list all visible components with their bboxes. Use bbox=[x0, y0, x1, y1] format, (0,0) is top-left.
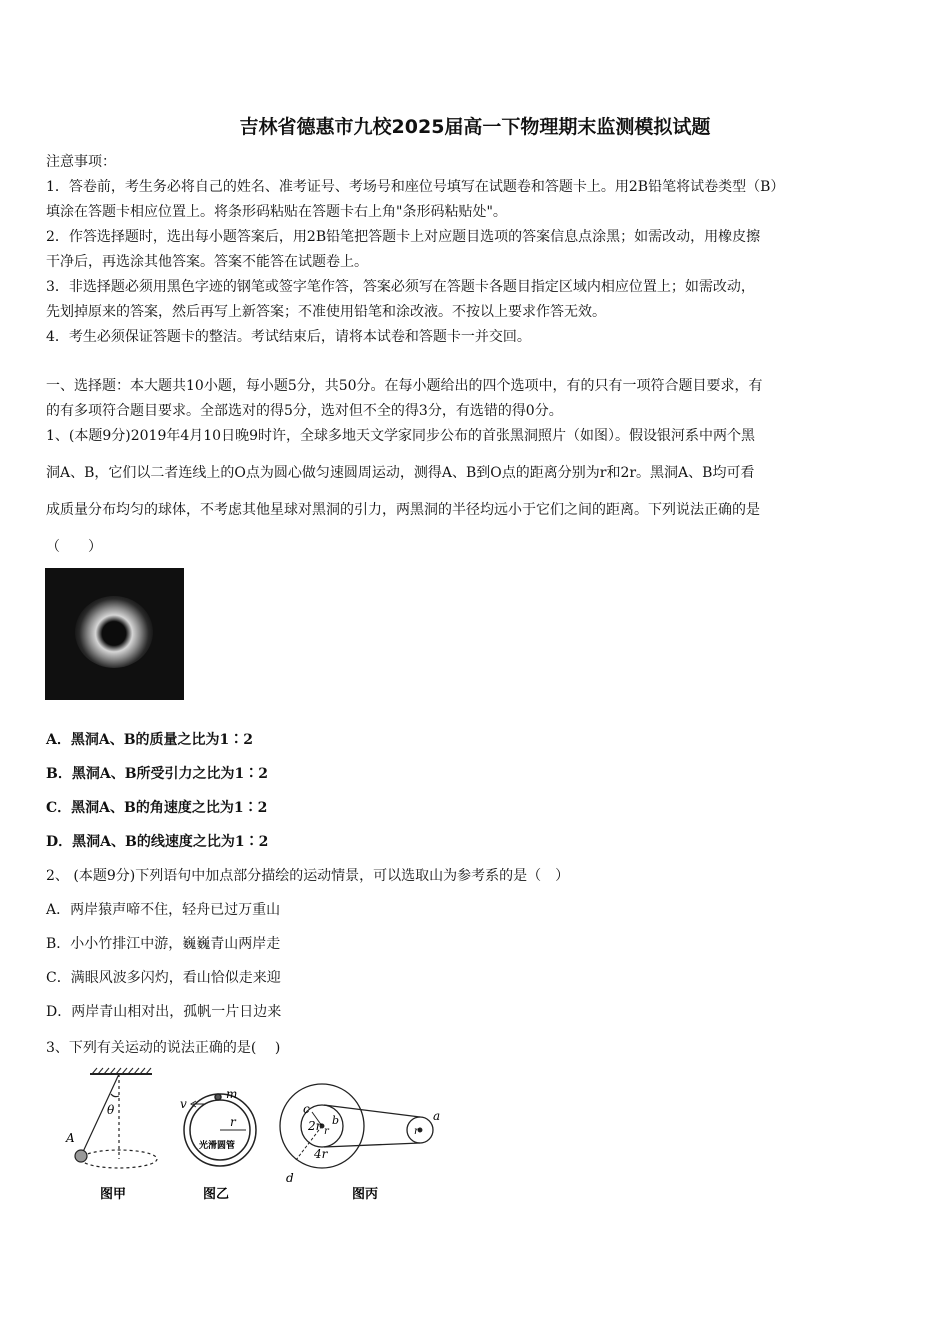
radius-2r-label: 2r bbox=[308, 1119, 322, 1133]
figure-yi-caption: 图乙 bbox=[203, 1187, 230, 1202]
inner-radius-label: r bbox=[324, 1126, 329, 1137]
black-hole-ring bbox=[75, 596, 153, 668]
q2-option-b: B．小小竹排江中游，巍巍青山两岸走 bbox=[46, 936, 281, 952]
section-instructions-cont: 的有多项符合题目要求。全部选对的得5分，选对但不全的得3分，有选错的得0分。 bbox=[46, 403, 563, 419]
belt-bottom bbox=[324, 1143, 420, 1147]
notice-item-2-cont: 干净后，再选涂其他答案。答案不能答在试题卷上。 bbox=[46, 254, 368, 270]
radius-label: r bbox=[230, 1115, 236, 1129]
notice-item-1: 1．答卷前，考生务必将自己的姓名、准考证号、考场号和座位号填写在试题卷和答题卡上。用2B铅笔将试卷类型（B） bbox=[46, 179, 785, 195]
q1-option-a: A．黑洞A、B的质量之比为1∶2 bbox=[46, 732, 254, 748]
small-wheel-radius-label: r bbox=[414, 1126, 419, 1137]
q2-stem: 2、 (本题9分)下列语句中加点部分描绘的运动情景，可以选取山为参考系的是（ ） bbox=[46, 868, 570, 884]
notice-item-3-cont: 先划掉原来的答案，然后再写上新答案；不准使用铅笔和涂改液。不按以上要求作答无效。 bbox=[46, 304, 606, 320]
q3-stem: 3、下列有关运动的说法正确的是( ) bbox=[46, 1040, 281, 1056]
q2-option-d: D．两岸青山相对出，孤帆一片日边来 bbox=[46, 1004, 282, 1020]
bob-label-a: A bbox=[66, 1131, 75, 1145]
figure-yi bbox=[184, 1094, 256, 1166]
figure-bing-caption: 图丙 bbox=[352, 1187, 379, 1202]
tube-label: 光滑圆管 bbox=[199, 1141, 236, 1151]
notice-item-2: 2．作答选择题时，选出每小题答案后，用2B铅笔把答题卡上对应题目选项的答案信息点涂黑；如需改动，用橡皮擦 bbox=[46, 229, 761, 245]
theta-label: θ bbox=[107, 1103, 115, 1117]
section-instructions: 一、选择题：本大题共10小题，每小题5分，共50分。在每小题给出的四个选项中，有的只有一项符合题目要求，有 bbox=[46, 378, 763, 394]
q2-option-a: A．两岸猿声啼不住，轻舟已过万重山 bbox=[46, 902, 281, 918]
q1-stem-line-1: 1、(本题9分)2019年4月10日晚9时许，全球多地天文学家同步公布的首张黑洞照片（如图）。假设银河系中两个黑 bbox=[46, 428, 755, 444]
radius-4r-label: 4r bbox=[314, 1147, 328, 1161]
theta-arc bbox=[111, 1094, 119, 1097]
q3-figures bbox=[60, 1066, 460, 1206]
q1-stem-line-3: 成质量分布均匀的球体，不考虑其他星球对黑洞的引力，两黑洞的半径均远小于它们之间的距离。下列说法正确的是 bbox=[46, 502, 760, 518]
point-d-label: d bbox=[286, 1171, 294, 1185]
black-hole-image bbox=[45, 568, 184, 700]
q1-answer-blank: （ ） bbox=[46, 539, 102, 555]
q2-option-c: C．满眼风波多闪灼，看山恰似走来迎 bbox=[46, 970, 281, 986]
figure-jia bbox=[75, 1068, 157, 1168]
point-b-label: b bbox=[332, 1114, 340, 1127]
notice-heading: 注意事项： bbox=[46, 154, 116, 170]
point-c-label: c bbox=[303, 1102, 310, 1116]
pendulum-bob bbox=[75, 1150, 87, 1162]
mass-label: m bbox=[226, 1087, 238, 1101]
q1-stem-line-2: 洞A、B，它们以二者连线上的O点为圆心做匀速圆周运动，测得A、B到O点的距离分别为r和2r。黑洞A、B均可看 bbox=[46, 465, 755, 481]
q3-figures-svg bbox=[60, 1066, 460, 1206]
velocity-label: v bbox=[180, 1097, 187, 1111]
figure-bing bbox=[280, 1084, 433, 1168]
q1-option-c: C．黑洞A、B的角速度之比为1∶2 bbox=[46, 800, 268, 816]
figure-jia-caption: 图甲 bbox=[100, 1187, 127, 1202]
notice-item-1-cont: 填涂在答题卡相应位置上。将条形码粘贴在答题卡右上角"条形码粘贴处"。 bbox=[46, 204, 507, 220]
point-a-label: a bbox=[433, 1109, 441, 1123]
notice-item-4: 4．考生必须保证答题卡的整洁。考试结束后，请将本试卷和答题卡一并交回。 bbox=[46, 329, 531, 345]
notice-item-3: 3．非选择题必须用黑色字迹的钢笔或签字笔作答，答案必须写在答题卡各题目指定区域内相应位置上；如需改动， bbox=[46, 279, 755, 295]
small-ball bbox=[215, 1094, 221, 1100]
page-title: 吉林省德惠市九校2025届高一下物理期末监测模拟试题 bbox=[239, 116, 711, 138]
q1-option-d: D．黑洞A、B的线速度之比为1∶2 bbox=[46, 834, 269, 850]
q1-option-b: B．黑洞A、B所受引力之比为1∶2 bbox=[46, 766, 269, 782]
